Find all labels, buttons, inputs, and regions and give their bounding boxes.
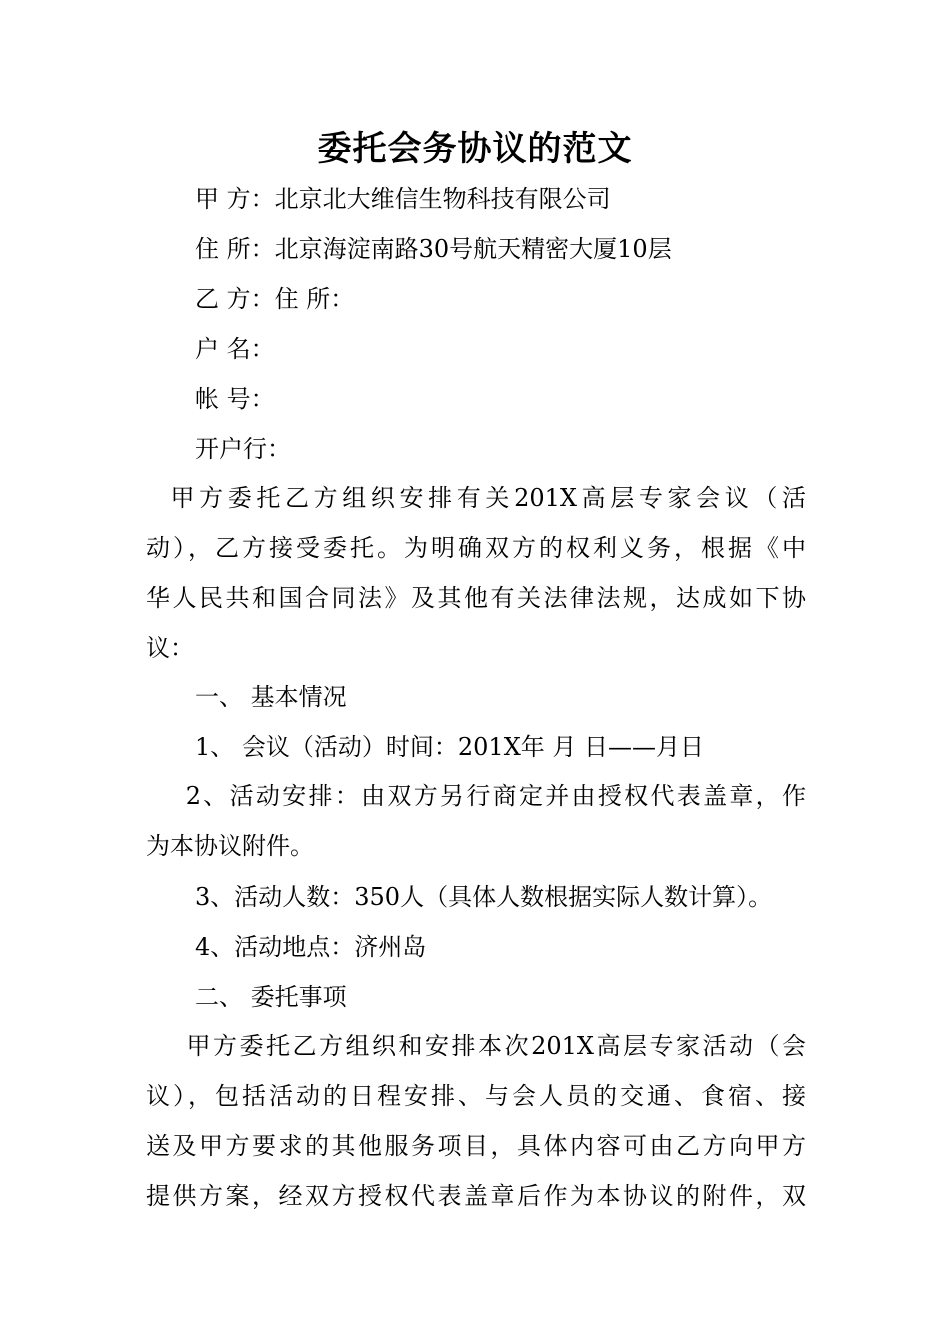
intro-line: 甲方委托乙方组织安排有关201X高层专家会议（活 — [146, 484, 806, 512]
section1-heading: 一、 基本情况 — [195, 683, 347, 711]
account-name-line: 户 名： — [195, 335, 275, 363]
section2-line: 送及甲方要求的其他服务项目，具体内容可由乙方向甲方 — [146, 1132, 806, 1160]
item2-paragraph — [146, 771, 806, 871]
bank-line: 开户行： — [195, 435, 291, 463]
document-title: 委托会务协议的范文 — [317, 129, 633, 169]
item3-line: 3、活动人数：350人（具体人数根据实际人数计算）。 — [195, 883, 773, 911]
party-a-line: 甲 方：北京北大维信生物科技有限公司 — [195, 185, 611, 213]
section2-paragraph — [146, 1021, 806, 1221]
intro-line: 华人民共和国合同法》及其他有关法律法规，达成如下协 — [146, 584, 806, 612]
intro-line: 动），乙方接受委托。为明确双方的权利义务，根据《中 — [146, 534, 806, 562]
item1-line: 1、 会议（活动）时间：201X年 月 日——月日 — [195, 733, 705, 761]
section2-heading: 二、 委托事项 — [195, 983, 347, 1011]
item4-line: 4、活动地点：济州岛 — [195, 933, 427, 961]
intro-line: 议： — [146, 634, 194, 662]
item2-line: 为本协议附件。 — [146, 832, 314, 860]
account-no-line: 帐 号： — [195, 385, 275, 413]
section2-line: 议），包括活动的日程安排、与会人员的交通、食宿、接 — [146, 1082, 806, 1110]
section2-line: 甲方委托乙方组织和安排本次201X高层专家活动（会 — [146, 1032, 806, 1060]
address-a-line: 住 所：北京海淀南路30号航天精密大厦10层 — [195, 235, 672, 263]
section2-line: 提供方案，经双方授权代表盖章后作为本协议的附件，双 — [146, 1182, 806, 1210]
item2-line: 2、活动安排：由双方另行商定并由授权代表盖章，作 — [146, 782, 806, 810]
intro-paragraph — [146, 473, 806, 673]
party-b-line: 乙 方：住 所： — [195, 285, 355, 313]
